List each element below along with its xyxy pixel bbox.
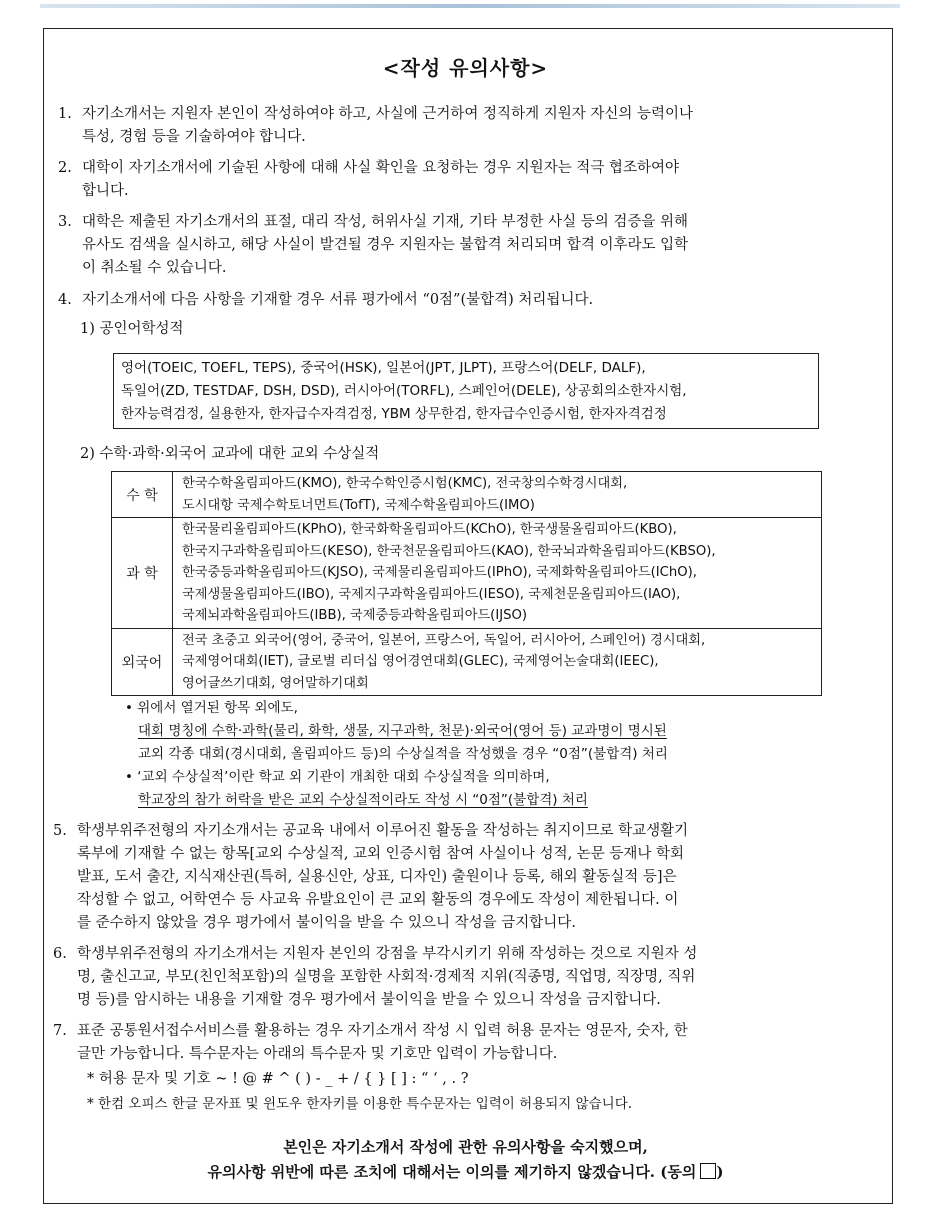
item-5-number: 5. [53, 823, 67, 839]
subsection-1-title: 1) 공인어학성적 [80, 321, 184, 337]
item-5-line-3: 발표, 도서 출간, 지식재산권(특허, 실용신안, 상표, 디자인) 출원이나 등록, 해외 활동실적 등]은 [77, 869, 677, 885]
item-5-line-1: 학생부위주전형의 자기소개서는 공교육 내에서 이루어진 활동을 작성하는 취지이므로 학교생활기 [77, 823, 689, 839]
awards-table [111, 471, 822, 696]
awards-foreign-line-2: 국제영어대회(IET), 글로벌 리더십 영어경연대회(GLEC), 국제영어논술대회(IEEC), [182, 654, 659, 669]
awards-row-science [112, 518, 822, 629]
item-6-number: 6. [53, 946, 67, 962]
item-3-number: 3. [58, 214, 72, 230]
awards-foreign-line-1: 전국 초중고 외국어(영어, 중국어, 일본어, 프랑스어, 독일어, 러시아어, 스페인어) 경시대회, [182, 632, 706, 648]
item-7-line-2: 글만 가능합니다. 특수문자는 아래의 특수문자 및 기호만 입력이 가능합니다. [77, 1046, 558, 1062]
item-5-line-4: 작성할 수 없고, 어학연수 등 사교육 유발요인이 큰 교외 활동의 경우에도 작성이 제한됩니다. 이 [77, 892, 679, 908]
note-1-line-2: 교외 각종 대회(경시대회, 올림피아드 등)의 수상실적을 작성했을 경우 “0점”(불합격) 처리 [138, 746, 668, 762]
awards-science-line-4: 국제생물올림피아드(IBO), 국제지구과학올림피아드(IESO), 국제천문올림피아드(IAO), [182, 586, 681, 602]
item-6-line-1: 학생부위주전형의 자기소개서는 지원자 본인의 강점을 부각시키기 위해 작성하는 것으로 지원자 성 [77, 946, 698, 962]
top-decorative-line [40, 4, 900, 8]
awards-row-foreign-language [112, 628, 822, 696]
awards-science-line-3: 한국중등과학올림피아드(KJSO), 국제물리올림피아드(IPhO), 국제화학올림피아드(IChO), [182, 565, 697, 580]
item-1-line-1: 자기소개서는 지원자 본인이 작성하여야 하고, 사실에 근거하여 정직하게 지원자 자신의 능력이나 [82, 106, 693, 122]
hancom-special-chars-note: * 한컴 오피스 한글 문자표 및 윈도우 한자키를 이용한 특수문자는 입력이 허용되지 않습니다. [87, 1096, 633, 1112]
item-6-line-2: 명, 출신고교, 부모(친인척포함)의 실명을 포함한 사회적·경제적 지위(직종명, 직업명, 직장명, 직위 [77, 969, 696, 985]
allowed-characters-note: * 허용 문자 및 기호 ~ ! @ # ^ ( ) - _ + / { } [ ] : “ ‘ , . ? [87, 1071, 469, 1087]
language-tests-line-3: 한자능력검정, 실용한자, 한자급수자격검정, YBM 상무한검, 한자급수인증시험, 한자자격검정 [121, 406, 667, 422]
agreement-line-2: 유의사항 위반에 따른 조치에 대해서는 이의를 제기하지 않겠습니다. (동의 [207, 1163, 697, 1181]
awards-math-line-1: 한국수학올림피아드(KMO), 한국수학인증시험(KMC), 전국창의수학경시대회, [182, 476, 628, 491]
language-tests-box [113, 353, 819, 429]
item-3-line-3: 이 취소될 수 있습니다. [82, 260, 227, 276]
awards-math-line-2: 도시대항 국제수학토너먼트(TofT), 국제수학올림피아드(IMO) [182, 497, 535, 513]
item-2-line-1: 대학이 자기소개서에 기술된 사항에 대해 사실 확인을 요청하는 경우 지원자는 적극 협조하여야 [82, 160, 679, 176]
awards-list-foreign-language [173, 628, 822, 696]
note-1-intro: • 위에서 열거된 항목 외에도, [125, 700, 298, 716]
item-3-line-1: 대학은 제출된 자기소개서의 표절, 대리 작성, 허위사실 기재, 기타 부정한 사실 등의 검증을 위해 [82, 214, 689, 230]
page-title: <작성 유의사항> [382, 56, 549, 80]
awards-category-science: 과 학 [112, 518, 173, 629]
awards-science-line-2: 한국지구과학올림피아드(KESO), 한국천문올림피아드(KAO), 한국뇌과학올림피아드(KBSO), [182, 543, 716, 559]
agreement-line-1: 본인은 자기소개서 작성에 관한 유의사항을 숙지했으며, [283, 1138, 648, 1156]
awards-list-math [173, 472, 822, 518]
awards-category-math: 수 학 [112, 472, 173, 518]
note-2-intro: • ‘교외 수상실적’이란 학교 외 기관이 개최한 대회 수상실적을 의미하며, [125, 769, 550, 785]
item-5-line-5: 를 준수하지 않았을 경우 평가에서 불이익을 받을 수 있으니 작성을 금지합니다. [77, 915, 576, 931]
agreement-line-2-container [0, 1160, 931, 1184]
agree-checkbox[interactable] [700, 1163, 716, 1179]
item-6-line-3: 명 등)를 암시하는 내용을 기재할 경우 평가에서 불이익을 받을 수 있으니 작성을 금지합니다. [77, 992, 661, 1008]
item-4-line-1: 자기소개서에 다음 사항을 기재할 경우 서류 평가에서 “0점”(불합격) 처리됩니다. [82, 292, 594, 308]
note-1-line-1: 대회 명칭에 수학·과학(물리, 화학, 생물, 지구과학, 천문)·외국어(영어 등) 교과명이 명시된 [138, 723, 667, 739]
awards-list-science [173, 518, 822, 629]
awards-science-line-1: 한국물리올림피아드(KPhO), 한국화학올림피아드(KChO), 한국생물올림피아드(KBO), [182, 522, 677, 537]
item-2-line-2: 합니다. [82, 183, 129, 199]
item-4-number: 4. [58, 292, 72, 308]
item-1-line-2: 특성, 경험 등을 기술하여야 합니다. [82, 129, 306, 145]
item-7-line-1: 표준 공통원서접수서비스를 활용하는 경우 자기소개서 작성 시 입력 허용 문자는 영문자, 숫자, 한 [77, 1023, 688, 1039]
item-1-number: 1. [58, 106, 72, 122]
note-2-line-1: 학교장의 참가 허락을 받은 교외 수상실적이라도 작성 시 “0점”(불합격) 처리 [138, 792, 588, 808]
item-2-number: 2. [58, 160, 72, 176]
language-tests-line-1: 영어(TOEIC, TOEFL, TEPS), 중국어(HSK), 일본어(JPT, JLPT), 프랑스어(DELF, DALF), [121, 360, 646, 376]
subsection-2-title: 2) 수학·과학·외국어 교과에 대한 교외 수상실적 [80, 446, 380, 462]
awards-foreign-line-3: 영어글쓰기대회, 영어말하기대회 [182, 675, 369, 691]
awards-category-foreign-language: 외국어 [112, 628, 173, 696]
agreement-close-paren: ) [716, 1163, 724, 1181]
language-tests-line-2: 독일어(ZD, TESTDAF, DSH, DSD), 러시아어(TORFL), 스페인어(DELE), 상공회의소한자시험, [121, 383, 687, 399]
item-3-line-2: 유사도 검색을 실시하고, 해당 사실이 발견될 경우 지원자는 불합격 처리되며 합격 이후라도 입학 [82, 237, 689, 253]
item-7-number: 7. [53, 1023, 67, 1039]
item-5-line-2: 록부에 기재할 수 없는 항목[교외 수상실적, 교외 인증시험 참여 사실이나 성적, 논문 등재나 학회 [77, 846, 685, 862]
awards-science-line-5: 국제뇌과학올림피아드(IBB), 국제중등과학올림피아드(IJSO) [182, 608, 527, 623]
awards-row-math [112, 472, 822, 518]
